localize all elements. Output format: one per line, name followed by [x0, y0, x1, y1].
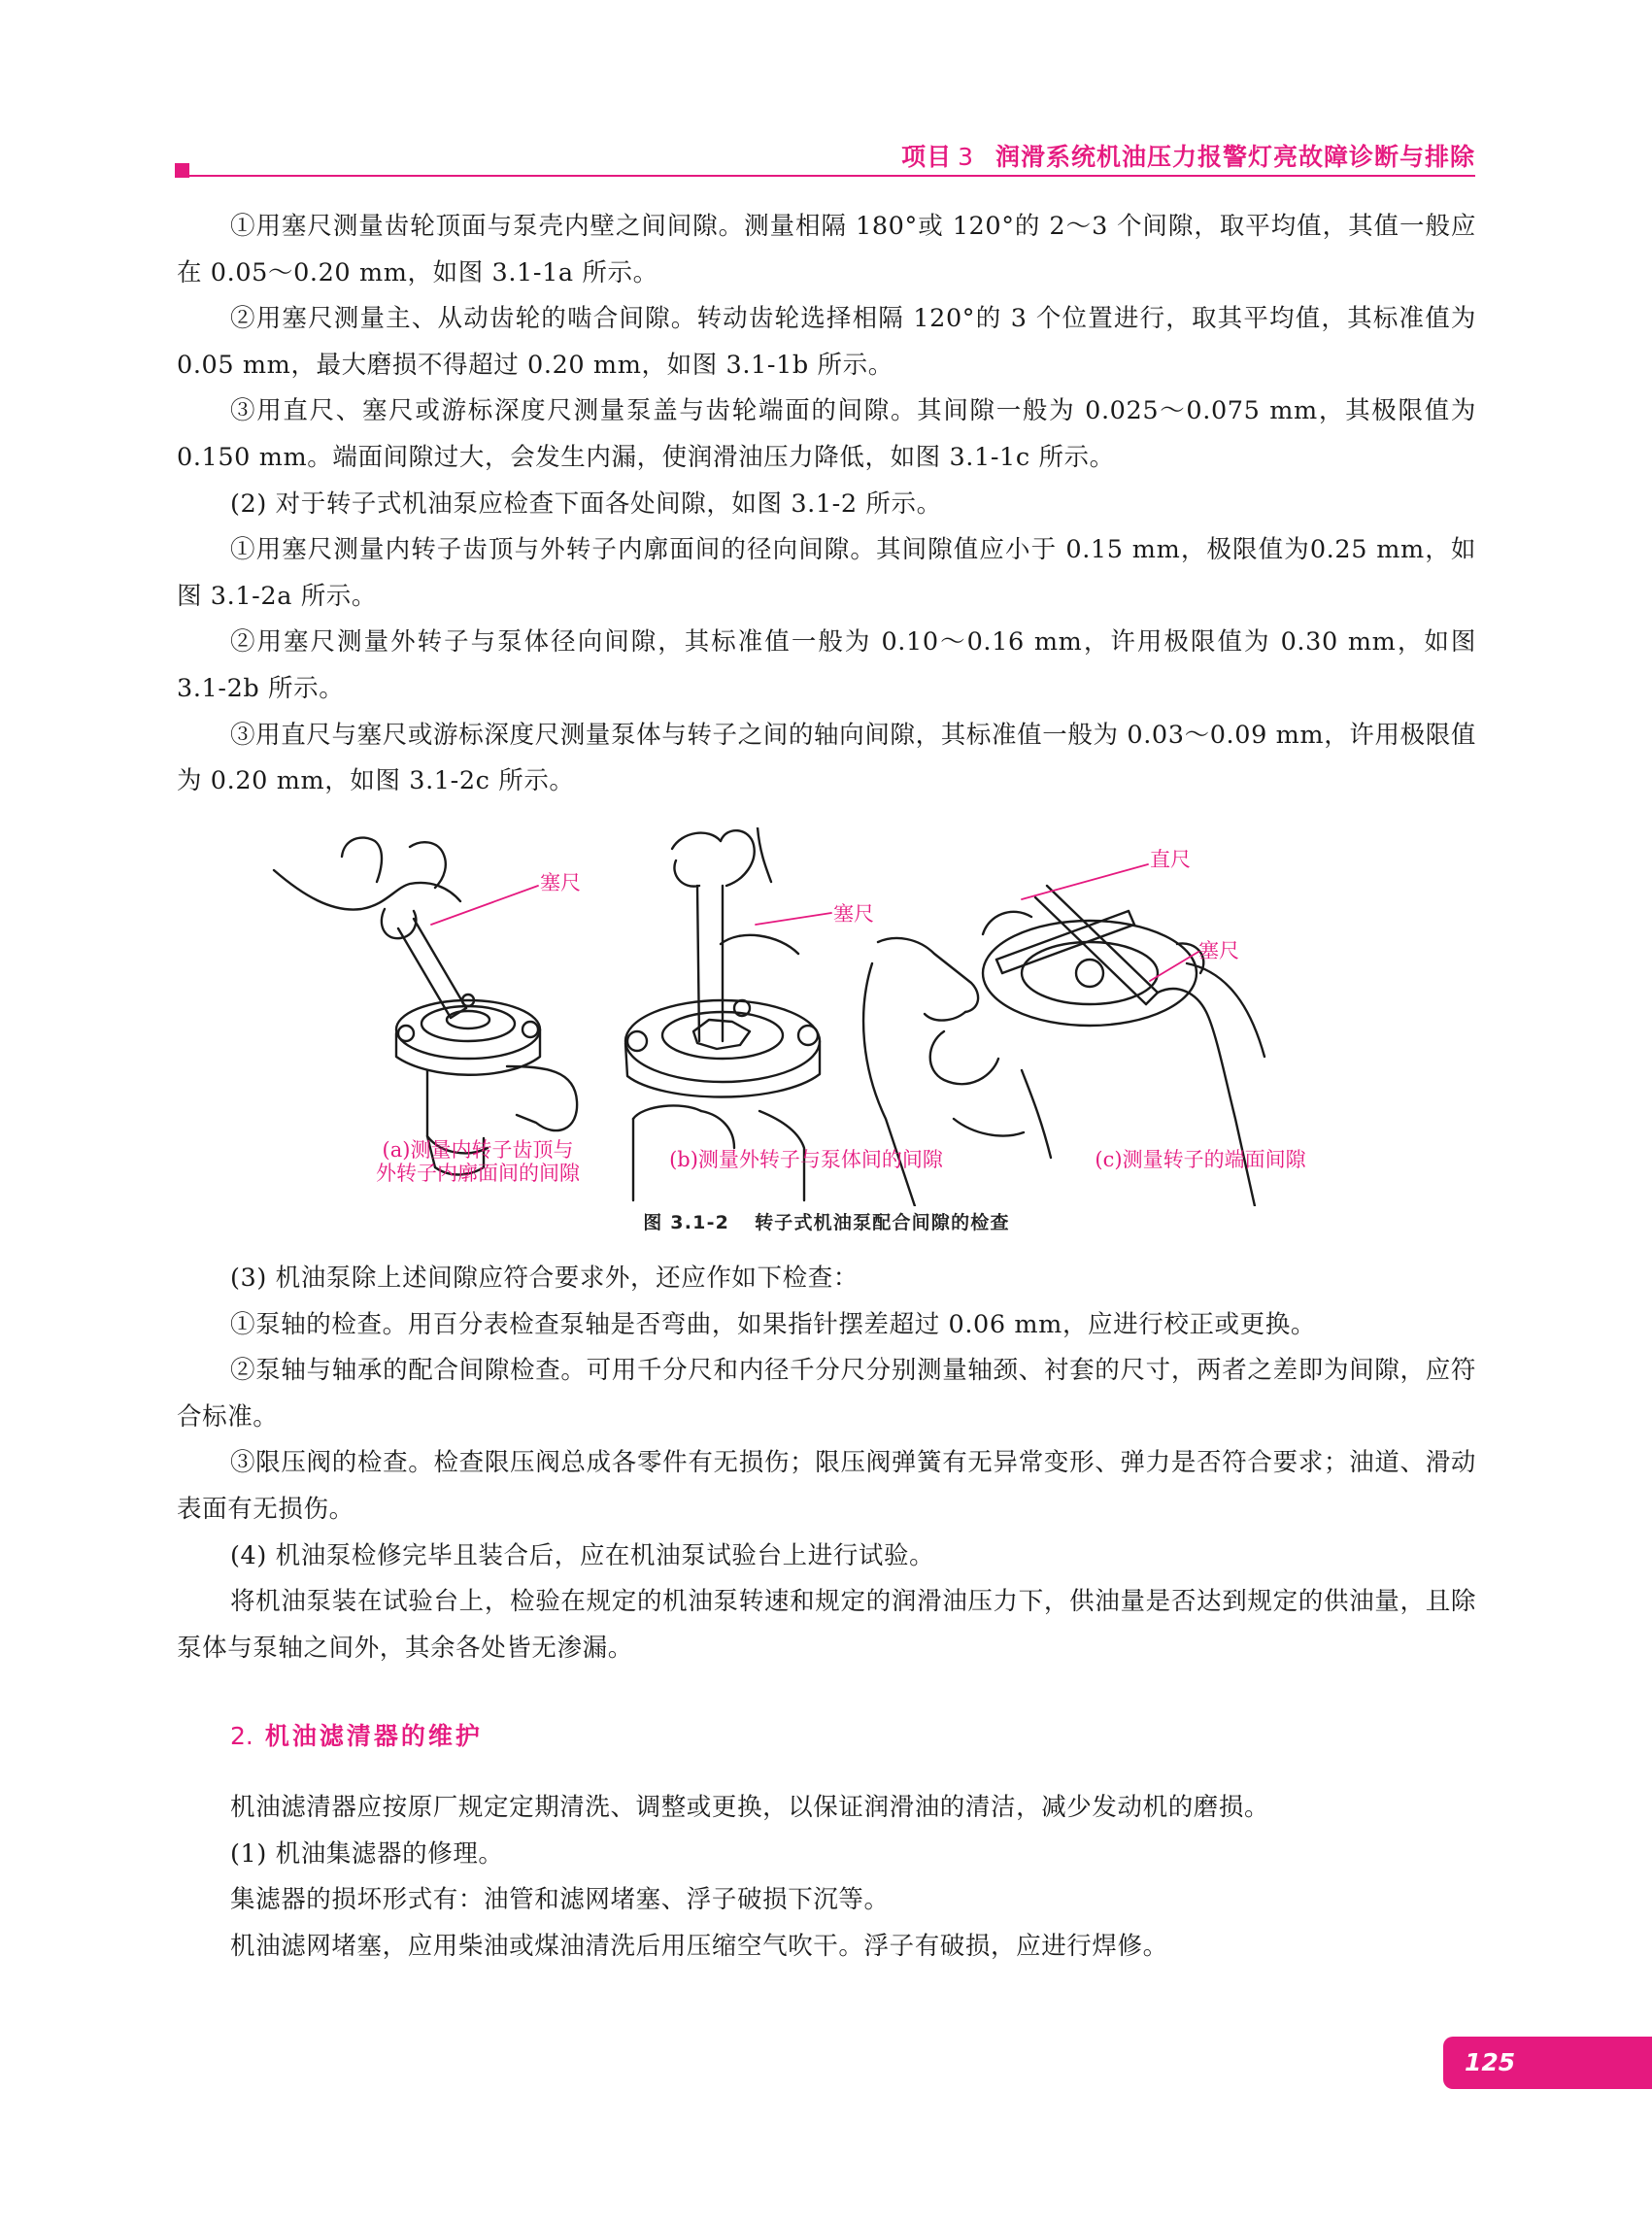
subcaption-b: (b)测量外转子与泵体间的间隙 [669, 1148, 943, 1171]
label-feeler-c: 塞尺 [1198, 939, 1239, 962]
paragraph: (3) 机油泵除上述间隙应符合要求外，还应作如下检查： [230, 1264, 859, 1293]
label-ruler-c: 直尺 [1150, 848, 1191, 871]
running-header [901, 138, 1475, 173]
label-feeler-b: 塞尺 [833, 902, 874, 926]
paragraph: ②用塞尺测量主、从动齿轮的啮合间隙。转动齿轮选择相隔 120°的 3 个位置进行，取其平均值，其标准值为 0.05 mm，最大磨损不得超过 0.20 mm，如图 3.1-1b 所示。 [177, 304, 1476, 380]
paragraph: ②泵轴与轴承的配合间隙检查。可用千分尺和内径千分尺分别测量轴颈、衬套的尺寸，两者之差即为间隙，应符合标准。 [177, 1356, 1476, 1432]
figure-3-1-2 [177, 827, 1476, 1243]
subcaption-c: (c)测量转子的端面间隙 [1095, 1148, 1306, 1171]
figure-caption-title: 转子式机油泵配合间隙的检查 [755, 1212, 1010, 1233]
body-text-middle [177, 1256, 1476, 1671]
header-chapter-title: 润滑系统机油压力报警灯亮故障诊断与排除 [995, 143, 1475, 171]
paragraph: 机油滤清器应按原厂规定定期清洗、调整或更换，以保证润滑油的清洁，减少发动机的磨损。 [230, 1793, 1270, 1822]
subcaption-a-line2: 外转子内廓面间的间隙 [376, 1162, 580, 1185]
paragraph: ②用塞尺测量外转子与泵体径向间隙，其标准值一般为 0.10～0.16 mm，许用极限值为 0.30 mm，如图 3.1-2b 所示。 [177, 627, 1476, 703]
subcaption-a [361, 1138, 594, 1185]
header-project-number: 3 [958, 143, 974, 171]
paragraph: 集滤器的损坏形式有：油管和滤网堵塞、浮子破损下沉等。 [230, 1885, 890, 1915]
paragraph: (1) 机油集滤器的修理。 [230, 1838, 504, 1869]
header-marker [175, 163, 189, 178]
header-project-label: 项目 [901, 143, 953, 171]
paragraph: 机油滤网堵塞，应用柴油或煤油清洗后用压缩空气吹干。浮子有破损，应进行焊修。 [230, 1931, 1168, 1961]
paragraph: ①泵轴的检查。用百分表检查泵轴是否弯曲，如果指针摆差超过 0.06 mm，应进行校正或更换。 [230, 1309, 1316, 1339]
page-number: 125 [1443, 2037, 1652, 2089]
figure-caption [177, 1208, 1476, 1234]
body-text-top [177, 204, 1476, 805]
paragraph: (2) 对于转子式机油泵应检查下面各处间隙，如图 3.1-2 所示。 [230, 489, 942, 519]
body-text-bottom [177, 1785, 1476, 1970]
paragraph: ①用塞尺测量内转子齿顶与外转子内廓面间的径向间隙。其间隙值应小于 0.15 mm，极限值为0.25 mm，如图 3.1-2a 所示。 [177, 535, 1476, 611]
header-rule [177, 175, 1475, 177]
paragraph: ③用直尺、塞尺或游标深度尺测量泵盖与齿轮端面的间隙。其间隙一般为 0.025～0.075 mm，其极限值为 0.150 mm。端面间隙过大，会发生内漏，使润滑油压力降低，如图 3.1-1c 所示。 [177, 396, 1476, 472]
paragraph: (4) 机油泵检修完毕且装合后，应在机油泵试验台上进行试验。 [230, 1540, 935, 1570]
illustration-b [625, 827, 820, 1200]
section-number: 2. [230, 1722, 253, 1750]
subcaption-a-line1: (a)测量内转子齿顶与 [382, 1138, 574, 1162]
paragraph: ③用直尺与塞尺或游标深度尺测量泵体与转子之间的轴向间隙，其标准值一般为 0.03～0.09 mm，许用极限值为 0.20 mm，如图 3.1-2c 所示。 [177, 720, 1476, 796]
section-heading [230, 1717, 483, 1752]
figure-caption-number: 图 3.1-2 [643, 1212, 730, 1233]
paragraph: ①用塞尺测量齿轮顶面与泵壳内壁之间间隙。测量相隔 180°或 120°的 2～3 个间隙，取平均值，其值一般应在 0.05～0.20 mm，如图 3.1-1a 所示。 [177, 212, 1476, 287]
paragraph: 将机油泵装在试验台上，检验在规定的机油泵转速和规定的润滑油压力下，供油量是否达到规定的供油量，且除泵体与泵轴之间外，其余各处皆无渗漏。 [177, 1587, 1476, 1663]
section-title: 机油滤清器的维护 [264, 1722, 483, 1750]
paragraph: ③限压阀的检查。检查限压阀总成各零件有无损伤；限压阀弹簧有无异常变形、弹力是否符合要求；油道、滑动表面有无损伤。 [177, 1448, 1476, 1524]
label-feeler-a: 塞尺 [540, 871, 581, 894]
